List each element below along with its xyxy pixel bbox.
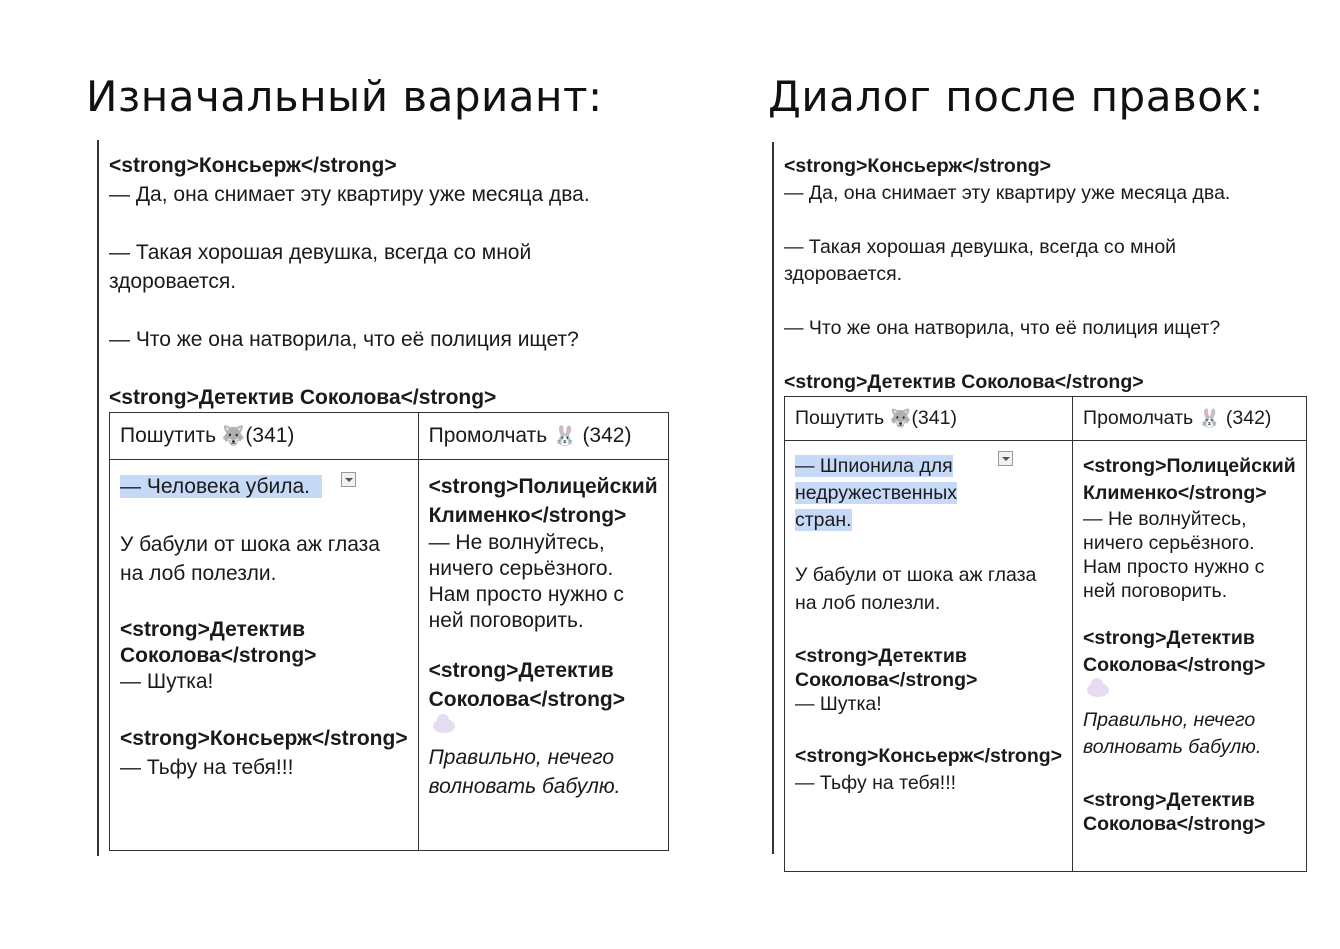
speaker-label: <strong>Полицейский Клименко</strong> — [1083, 455, 1296, 504]
heading-edited: Диалог после правок: — [768, 72, 1264, 121]
speaker-label: <strong>Детектив Соколова</strong> — [1083, 627, 1266, 676]
speaker-label: <strong>Консьерж</strong> — [784, 155, 1052, 177]
speaker-label: <strong>Консьерж</strong> — [120, 727, 408, 750]
choice-table — [109, 412, 669, 851]
choice-cell-joke — [110, 460, 419, 851]
dialog-line: — Не волнуйтесь, ничего серьёзного. Нам просто нужно с ней поговорить. — [428, 531, 624, 632]
dropdown-arrow-icon[interactable] — [998, 451, 1013, 466]
highlighted-line[interactable]: — Человека убила. — [120, 475, 322, 498]
dialog-line: — Что же она натворила, что её полиция ищет? — [109, 328, 579, 351]
dialog-line: У бабули от шока аж глаза на лоб полезли. — [120, 533, 380, 585]
speaker-label: <strong>Детектив Соколова</strong> — [784, 371, 1144, 393]
speaker-label: <strong>Консьерж</strong> — [795, 745, 1063, 767]
dialog-line: — Да, она снимает эту квартиру уже месяца два. — [784, 182, 1231, 204]
speaker-label: <strong>Детектив Соколова</strong> — [795, 645, 978, 691]
highlighted-line[interactable]: — Шпионила для недружественных стран. — [795, 455, 958, 531]
choice-header-joke[interactable]: Пошутить 🐺(341) — [110, 413, 419, 460]
speaker-label: <strong>Детектив Соколова</strong> — [1083, 789, 1266, 835]
rabbit-icon: 🐰 — [1198, 409, 1221, 429]
dialog-line: У бабули от шока аж глаза на лоб полезли. — [795, 564, 1037, 614]
dialog-line: Правильно, нечего волновать бабулю. — [1083, 709, 1262, 758]
dialog-line: — Шутка! — [795, 693, 882, 715]
choice-cell-silent — [1073, 441, 1307, 872]
wolf-icon: 🐺 — [889, 409, 912, 429]
dialog-line: Правильно, нечего волновать бабулю. — [428, 746, 621, 798]
dialog-line: — Тьфу на тебя!!! — [120, 756, 294, 779]
speaker-label: <strong>Детектив Соколова</strong> — [109, 386, 497, 409]
thought-cloud-icon — [1087, 683, 1109, 697]
dialog-line: — Не волнуйтесь, ничего серьёзного. Нам просто нужно с ней поговорить. — [1083, 508, 1265, 602]
dialog-line: — Такая хорошая девушка, всегда со мной здоровается. — [784, 236, 1177, 285]
choice-cell-silent — [418, 460, 668, 851]
heading-original: Изначальный вариант: — [86, 72, 603, 121]
speaker-label: <strong>Консьерж</strong> — [109, 154, 397, 177]
dialog-line: — Шутка! — [120, 670, 214, 693]
choice-cell-joke — [785, 441, 1073, 872]
choice-table — [784, 396, 1307, 872]
choice-header-joke[interactable]: Пошутить 🐺(341) — [785, 397, 1073, 441]
dialog-line: — Тьфу на тебя!!! — [795, 772, 957, 794]
choice-header-silent[interactable]: Промолчать 🐰 (342) — [1073, 397, 1307, 441]
dropdown-arrow-icon[interactable] — [341, 472, 356, 487]
choice-header-silent[interactable]: Промолчать 🐰 (342) — [418, 413, 668, 460]
rabbit-icon: 🐰 — [553, 425, 577, 447]
thought-cloud-icon — [433, 719, 455, 733]
edited-dialog-panel — [772, 142, 1296, 854]
original-dialog-panel — [97, 140, 658, 856]
wolf-icon: 🐺 — [221, 425, 246, 447]
dialog-line: — Что же она натворила, что её полиция ищет? — [784, 317, 1221, 339]
dialog-line: — Такая хорошая девушка, всегда со мной здоровается. — [109, 241, 532, 293]
speaker-label: <strong>Детектив Соколова</strong> — [428, 659, 626, 711]
speaker-label: <strong>Детектив Соколова</strong> — [120, 618, 317, 667]
dialog-line: — Да, она снимает эту квартиру уже месяца два. — [109, 183, 590, 206]
speaker-label: <strong>Полицейский Клименко</strong> — [428, 475, 658, 527]
